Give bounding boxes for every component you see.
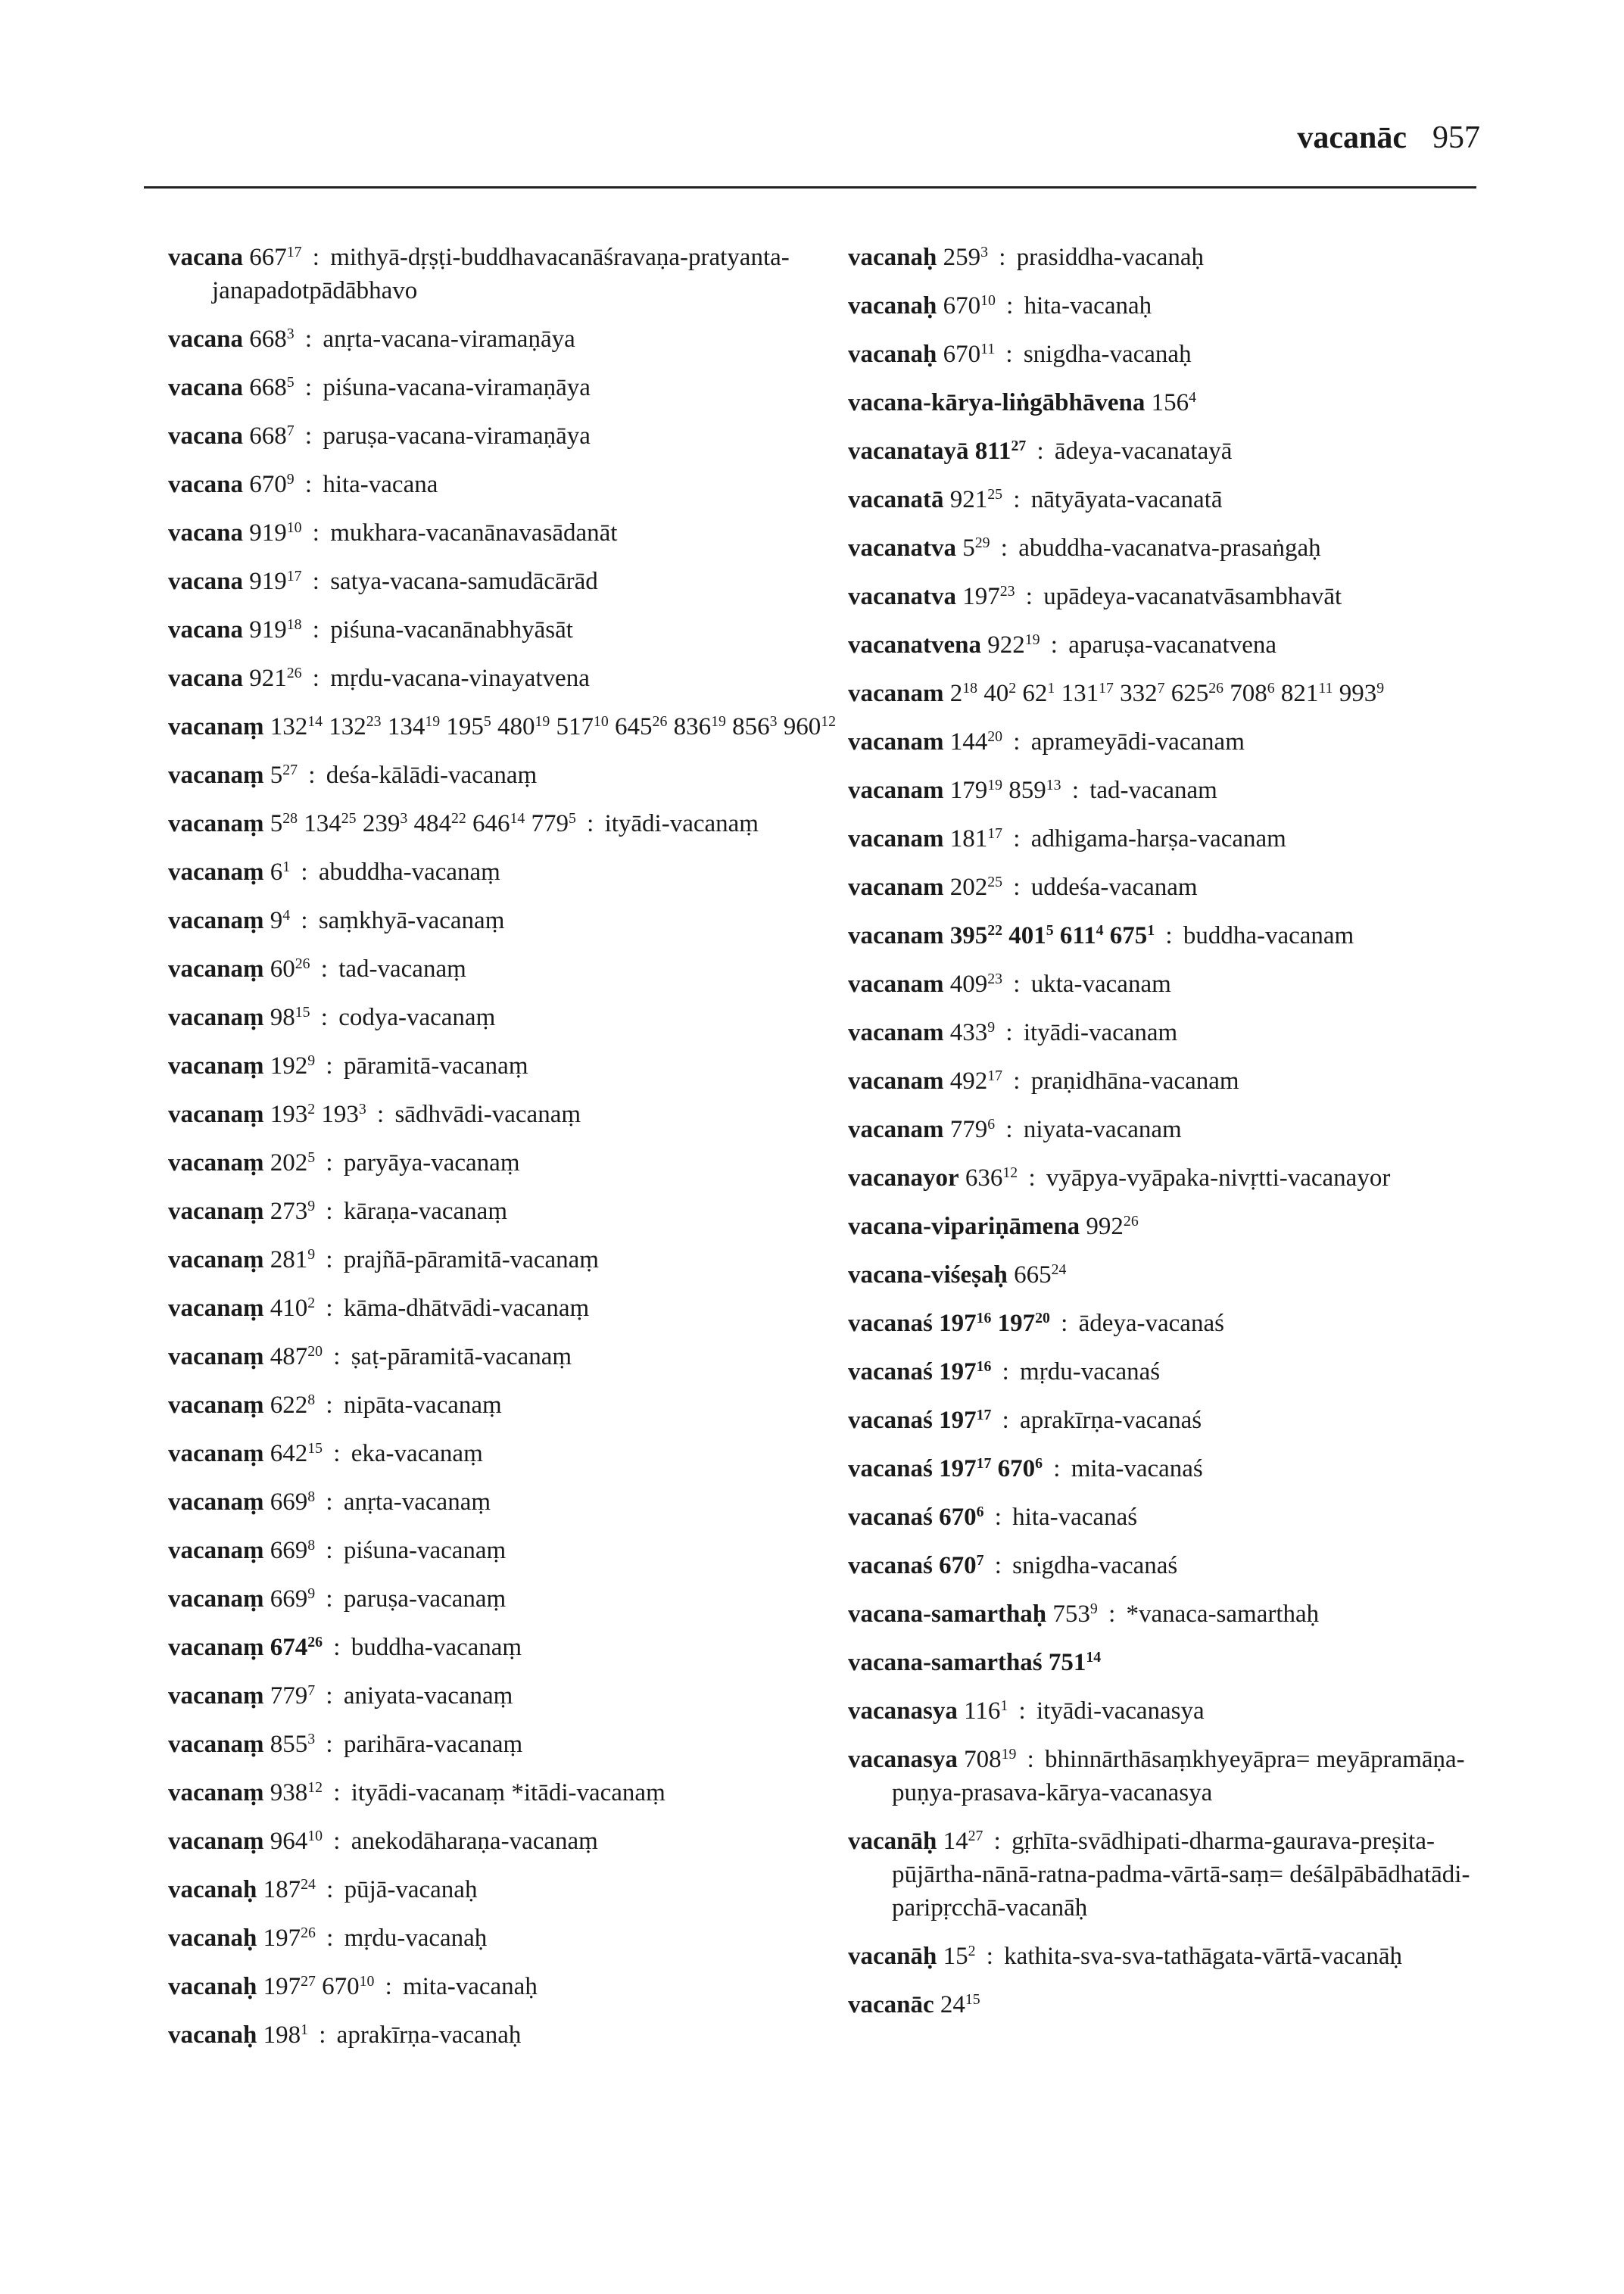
entry-lemma: vacana [168, 326, 243, 353]
entry-lemma: vacana [168, 374, 243, 401]
entry-gloss: aparuṣa-vacanatvena [1068, 631, 1277, 659]
entry-gloss: buddha-vacanaṃ [351, 1634, 522, 1661]
index-entry [848, 1258, 1499, 1292]
index-entry: vacanaṃ $487^{20}$ : ṣaṭ-pāramitā-vacanaṃ [168, 1343, 572, 1370]
entry-lemma: vacanatva [848, 583, 956, 610]
index-entry: vacanatayā $811^{27}$ : ādeya-vacanatayā [848, 438, 1233, 465]
entry-references: $938^{12}$ [270, 1779, 323, 1806]
entry-lemma: vacanayor [848, 1164, 959, 1192]
index-entry: vacanaṃ $281^9$ : prajñā-pāramitā-vacanaṃ [168, 1246, 599, 1273]
entry-gloss: paruṣa-vacanaṃ [343, 1585, 507, 1613]
index-entry: vacana-samarthaḥ $753^9$ : *vanaca-samarthaḥ [848, 1601, 1320, 1628]
entry-lemma: vacanaś [848, 1504, 933, 1531]
entry-references: $669^8$ [270, 1488, 316, 1516]
entry-references: $132^{14}$ $132^{23}$ $134^{19}$ $195^5$ $480^{19}$ $517^{10}$ $645^{26}$ $836^{19}$ $856^3$ $960^{12}$ [270, 713, 837, 740]
entry-lemma: vacanaś [848, 1310, 933, 1337]
entry-references: $15^2$ [943, 1943, 976, 1970]
entry-gloss: tad-vacanaṃ [338, 955, 466, 983]
entry-gloss: mita-vacanaś [1071, 1455, 1203, 1482]
entry-gloss: pūjā-vacanaḥ [344, 1876, 478, 1903]
entry-gloss: mṛdu-vacana-vinayatvena [330, 665, 590, 692]
entry-gloss: kāma-dhātvādi-vacanaṃ [343, 1295, 590, 1322]
entry-lemma: vacanatvena [848, 631, 981, 659]
index-entry: vacanatvena $922^{19}$ : aparuṣa-vacanatvena [848, 631, 1277, 659]
entry-gloss: ityādi-vacanasya [1036, 1697, 1205, 1725]
entry-references: $2^{18}$ $40^2$ $62^1$ $131^{17}$ $332^7$ $625^{26}$ $708^6$ $821^{11}$ $993^9$ [949, 680, 1385, 707]
entry-lemma: vacanaś [848, 1358, 933, 1385]
entry-gloss: *vanaca-samarthaḥ [1126, 1601, 1320, 1628]
entry-gloss: ādeya-vacanatayā [1054, 438, 1233, 465]
entry-gloss: snigdha-vacanaś [1012, 1552, 1178, 1579]
entry-lemma: vacanaṃ [168, 1052, 264, 1080]
entry-gloss: vyāpya-vyāpaka-nivṛtti-vacanayor [1046, 1164, 1391, 1192]
entry-references: $674^{26}$ [270, 1634, 323, 1661]
index-entry: vacanāḥ $15^2$ : kathita-sva-sva-tathāgata-vārtā-vacanāḥ [848, 1943, 1403, 1970]
entry-lemma: vacanaṃ [168, 1149, 264, 1177]
index-entry: vacanaṃ $6^1$ : abuddha-vacanaṃ [168, 859, 500, 886]
entry-lemma: vacanaḥ [848, 244, 937, 271]
entry-gloss: paryāya-vacanaṃ [343, 1149, 520, 1177]
entry-references: $273^9$ [270, 1198, 316, 1225]
entry-references: $197^{16}$ $197^{20}$ [939, 1310, 1050, 1337]
index-entry: vacanaṃ $964^{10}$ : anekodāharaṇa-vacanaṃ [168, 1828, 598, 1855]
entry-gloss: ṣaṭ-pāramitā-vacanaṃ [351, 1343, 572, 1370]
entry-gloss: kathita-sva-sva-tathāgata-vārtā-vacanāḥ [1004, 1943, 1403, 1970]
entry-gloss: tad-vacanam [1089, 777, 1217, 804]
entry-gloss: piśuna-vacana-viramaṇāya [323, 374, 591, 401]
entry-gloss: piśuna-vacanānabhyāsāt [330, 616, 573, 644]
entry-references: $992^{26}$ [1086, 1213, 1139, 1240]
entry-references: $670^{10}$ [943, 292, 996, 319]
entry-references: $410^2$ [270, 1295, 316, 1322]
entry-lemma: vacanasya [848, 1746, 958, 1773]
entry-lemma: vacanaṃ [168, 762, 264, 789]
index-entry: vacanaṃ $5^{27}$ : deśa-kālādi-vacanaṃ [168, 762, 538, 789]
entry-lemma: vacanaḥ [848, 292, 937, 319]
entry-lemma: vacanaṃ [168, 1440, 264, 1467]
entry-references: $668^7$ [249, 422, 295, 450]
entry-gloss: mithyā-dṛṣṭi-buddhavacanāśravaṇa-pratyanta-janapadotpādābhavo [212, 244, 790, 304]
index-entry [848, 1988, 1499, 2021]
entry-lemma: vacanatayā [848, 438, 969, 465]
entry-references: $669^8$ [270, 1537, 316, 1564]
entry-gloss: snigdha-vacanaḥ [1023, 341, 1192, 368]
entry-gloss: hita-vacanaḥ [1024, 292, 1152, 319]
entry-gloss: aprameyādi-vacanam [1030, 728, 1245, 756]
index-entry [848, 386, 1499, 419]
index-entry: vacanaṃ $669^8$ : piśuna-vacanaṃ [168, 1537, 507, 1564]
entry-lemma: vacana [168, 665, 243, 692]
entry-gloss: hita-vacanaś [1012, 1504, 1138, 1531]
index-entry: vacanaṃ $938^{12}$ : ityādi-vacanaṃ *itādi-vacanaṃ [168, 1779, 665, 1806]
entry-gloss: mukhara-vacanānavasādanāt [330, 519, 618, 547]
entry-lemma: vacanam [848, 922, 944, 949]
entry-references: $24^{15}$ [940, 1991, 980, 2018]
entry-lemma: vacanaḥ [168, 2021, 257, 2049]
index-entry: vacanatva $5^{29}$ : abuddha-vacanatva-prasaṅgaḥ [848, 535, 1321, 562]
entry-lemma: vacana [168, 244, 243, 271]
index-entry: vacanaṃ $202^5$ : paryāya-vacanaṃ [168, 1149, 520, 1177]
index-entry: vacanaḥ $259^3$ : prasiddha-vacanaḥ [848, 244, 1205, 271]
entry-gloss: nātyāyata-vacanatā [1030, 486, 1223, 513]
index-entry: vacanaṃ $60^{26}$ : tad-vacanaṃ [168, 955, 466, 983]
entry-references: $259^3$ [943, 244, 988, 271]
entry-lemma: vacanaś [848, 1552, 933, 1579]
index-entry: vacanam $179^{19}$ $859^{13}$ : tad-vacanam [848, 777, 1217, 804]
entry-gloss: niyata-vacanam [1023, 1116, 1182, 1143]
entry-lemma: vacanaṃ [168, 713, 264, 740]
entry-references: $753^9$ [1052, 1601, 1098, 1628]
entry-references: $202^{25}$ [949, 874, 1003, 901]
running-head [1297, 120, 1480, 156]
entry-gloss: bhinnārthāsaṃkhyeyāpra= meyāpramāṇa-puṇya-prasava-kārya-vacanasya [892, 1746, 1465, 1806]
entry-references: $197^{23}$ [962, 583, 1015, 610]
entry-references: $751^{14}$ [1048, 1649, 1102, 1676]
entry-lemma: vacanam [848, 680, 944, 707]
entry-references: $492^{17}$ [949, 1068, 1003, 1095]
entry-references: $779^6$ [949, 1116, 996, 1143]
index-entry: vacana $668^5$ : piśuna-vacana-viramaṇāya [168, 374, 591, 401]
entry-references: $921^{25}$ [949, 486, 1003, 513]
index-entry: vacanaṃ $669^8$ : anṛta-vacanaṃ [168, 1488, 491, 1516]
index-entry: vacanaḥ $197^{27}$ $670^{10}$ : mita-vacanaḥ [168, 1973, 538, 2000]
entry-gloss: aniyata-vacanaṃ [343, 1682, 513, 1710]
index-entry: vacanaś $197^{16}$ $197^{20}$ : ādeya-vacanaś [848, 1310, 1224, 1337]
entry-references: $670^6$ [939, 1504, 984, 1531]
entry-lemma: vacanaṃ [168, 1634, 264, 1661]
entry-gloss: piśuna-vacanaṃ [343, 1537, 507, 1564]
entry-references: $197^{26}$ [263, 1925, 316, 1952]
entry-references: $667^{17}$ [249, 244, 302, 271]
entry-gloss: nipāta-vacanaṃ [343, 1392, 502, 1419]
entry-gloss: eka-vacanaṃ [351, 1440, 483, 1467]
header-rule [144, 186, 1476, 189]
entry-gloss: praṇidhāna-vacanam [1030, 1068, 1239, 1095]
entry-gloss: anṛta-vacanaṃ [343, 1488, 491, 1516]
entry-gloss: anṛta-vacana-viramaṇāya [323, 326, 575, 353]
entry-references: $670^{11}$ [943, 341, 996, 368]
entry-lemma: vacana-vipariṇāmena [848, 1213, 1080, 1240]
entry-references: $197^{16}$ [939, 1358, 992, 1385]
entry-references: $197^{17}$ [939, 1407, 992, 1434]
index-entry [848, 1210, 1499, 1243]
entry-references: $811^{27}$ [974, 438, 1027, 465]
entry-references: $670^7$ [939, 1552, 984, 1579]
entry-gloss: ukta-vacanam [1030, 971, 1171, 998]
entry-references: $665^{24}$ [1014, 1261, 1067, 1289]
entry-references: $636^{12}$ [965, 1164, 1018, 1192]
entry-gloss: upādeya-vacanatvāsambhavāt [1043, 583, 1342, 610]
entry-lemma: vacana [168, 471, 243, 498]
index-entry: vacanaḥ $670^{11}$ : snigdha-vacanaḥ [848, 341, 1192, 368]
index-entry: vacanaś $197^{17}$ : aprakīrṇa-vacanaś [848, 1407, 1202, 1434]
entry-lemma: vacana [168, 616, 243, 644]
index-entry: vacanaṃ $779^7$ : aniyata-vacanaṃ [168, 1682, 513, 1710]
index-entry: vacanaṃ $273^9$ : kāraṇa-vacanaṃ [168, 1198, 507, 1225]
index-entry: vacana $921^{26}$ : mṛdu-vacana-vinayatvena [168, 665, 590, 692]
entry-lemma: vacanaṃ [168, 1101, 264, 1128]
entry-references: $202^5$ [270, 1149, 316, 1177]
entry-lemma: vacanaṃ [168, 955, 264, 983]
entry-gloss: parihāra-vacanaṃ [343, 1731, 523, 1758]
entry-lemma: vacanam [848, 728, 944, 756]
entry-gloss: abuddha-vacanaṃ [318, 859, 500, 886]
entry-references: $181^{17}$ [949, 825, 1003, 852]
index-entry: vacanaś $670^6$ : hita-vacanaś [848, 1504, 1138, 1531]
entry-lemma: vacanam [848, 874, 944, 901]
index-entry: vacana $919^{17}$ : satya-vacana-samudācārād [168, 568, 598, 595]
entry-gloss: aprakīrṇa-vacanaḥ [336, 2021, 522, 2049]
entry-lemma: vacanam [848, 825, 944, 852]
index-entry: vacanatva $197^{23}$ : upādeya-vacanatvāsambhavāt [848, 583, 1342, 610]
index-entry: vacanasya $116^1$ : ityādi-vacanasya [848, 1697, 1205, 1725]
index-entry: vacanaḥ $187^{24}$ : pūjā-vacanaḥ [168, 1876, 478, 1903]
entry-references: $5^{27}$ [270, 762, 298, 789]
entry-lemma: vacana [168, 519, 243, 547]
index-entry: vacanaṃ $5^{28}$ $134^{25}$ $239^3$ $484^{22}$ $646^{14}$ $779^5$ : ityādi-vacanaṃ [168, 810, 759, 837]
entry-gloss: ādeya-vacanaś [1078, 1310, 1224, 1337]
entry-references: $60^{26}$ [270, 955, 310, 983]
entry-lemma: vacanam [848, 1116, 944, 1143]
entry-lemma: vacana [168, 422, 243, 450]
page-number: 957 [1432, 120, 1480, 155]
entry-lemma: vacanam [848, 1019, 944, 1046]
running-head-word: vacanāc [1297, 120, 1407, 155]
entry-lemma: vacanaḥ [848, 341, 937, 368]
index-entry: vacanaḥ $198^1$ : aprakīrṇa-vacanaḥ [168, 2021, 522, 2049]
entry-references: $5^{29}$ [962, 535, 990, 562]
entry-references: $919^{10}$ [249, 519, 302, 547]
entry-references: $156^4$ [1151, 389, 1197, 416]
entry-lemma: vacanaś [848, 1455, 933, 1482]
entry-lemma: vacanaḥ [168, 1876, 257, 1903]
entry-lemma: vacanaṃ [168, 859, 264, 886]
index-entry: vacanaṃ $855^3$ : parihāra-vacanaṃ [168, 1731, 523, 1758]
entry-gloss: mita-vacanaḥ [403, 1973, 538, 2000]
entry-references: $964^{10}$ [270, 1828, 323, 1855]
entry-lemma: vacanaṃ [168, 1488, 264, 1516]
index-entry: vacanaṃ $674^{26}$ : buddha-vacanaṃ [168, 1634, 522, 1661]
entry-lemma: vacana-samarthaś [848, 1649, 1043, 1676]
index-entry: vacanayor $636^{12}$ : vyāpya-vyāpaka-nivṛtti-vacanayor [848, 1164, 1391, 1192]
entry-references: $281^9$ [270, 1246, 316, 1273]
index-entry: vacanaṃ $9^4$ : saṃkhyā-vacanaṃ [168, 907, 505, 934]
entry-lemma: vacana-samarthaḥ [848, 1601, 1047, 1628]
entry-references: $668^5$ [249, 374, 295, 401]
index-entry: vacanaś $197^{17}$ $670^6$ : mita-vacanaś [848, 1455, 1203, 1482]
entry-lemma: vacana [168, 568, 243, 595]
right-column [848, 241, 1499, 2037]
entry-gloss: pāramitā-vacanaṃ [343, 1052, 528, 1080]
index-entry: vacanaṃ $193^2$ $193^3$ : sādhvādi-vacanaṃ [168, 1101, 581, 1128]
entry-gloss: hita-vacana [323, 471, 438, 498]
entry-lemma: vacanaṃ [168, 1295, 264, 1322]
entry-lemma: vacanāc [848, 1991, 934, 2018]
index-entry [848, 677, 1499, 710]
entry-lemma: vacanaṃ [168, 1343, 264, 1370]
entry-gloss: abuddha-vacanatva-prasaṅgaḥ [1018, 535, 1321, 562]
index-entry: vacanaś $670^7$ : snigdha-vacanaś [848, 1552, 1178, 1579]
entry-lemma: vacanāḥ [848, 1828, 937, 1855]
entry-references: $197^{17}$ $670^6$ [939, 1455, 1043, 1482]
index-entry: vacanasya $708^{19}$ : bhinnārthāsaṃkhyeyāpra= meyāpramāṇa-puṇya-prasava-kārya-vacanasya [848, 1746, 1465, 1806]
entry-lemma: vacanaṃ [168, 1537, 264, 1564]
entry-references: $670^9$ [249, 471, 295, 498]
entry-lemma: vacanāḥ [848, 1943, 937, 1970]
entry-references: $669^9$ [270, 1585, 316, 1613]
index-entry: vacanam $433^9$ : ityādi-vacanam [848, 1019, 1178, 1046]
entry-references: $779^7$ [270, 1682, 316, 1710]
entry-gloss: ityādi-vacanaṃ *itādi-vacanaṃ [351, 1779, 665, 1806]
entry-references: $198^1$ [263, 2021, 308, 2049]
index-entry: vacanaḥ $670^{10}$ : hita-vacanaḥ [848, 292, 1152, 319]
entry-gloss: aprakīrṇa-vacanaś [1020, 1407, 1202, 1434]
entry-references: $116^1$ [964, 1697, 1008, 1725]
entry-lemma: vacanaṃ [168, 907, 264, 934]
index-entry: vacanam $395^{22}$ $401^5$ $611^4$ $675^1$ : buddha-vacanam [848, 922, 1354, 949]
index-entry: vacanaḥ $197^{26}$ : mṛdu-vacanaḥ [168, 1925, 488, 1952]
entry-lemma: vacanam [848, 971, 944, 998]
index-entry: vacana $919^{18}$ : piśuna-vacanānabhyāsāt [168, 616, 573, 644]
entry-lemma: vacanaṃ [168, 1682, 264, 1710]
entry-lemma: vacanaḥ [168, 1925, 257, 1952]
entry-lemma: vacanatva [848, 535, 956, 562]
entry-lemma: vacana-viśeṣaḥ [848, 1261, 1008, 1289]
index-entry: vacanaṃ $410^2$ : kāma-dhātvādi-vacanaṃ [168, 1295, 590, 1322]
entry-references: $919^{18}$ [249, 616, 302, 644]
entry-lemma: vacanaṃ [168, 1246, 264, 1273]
entry-lemma: vacanaṃ [168, 1731, 264, 1758]
entry-lemma: vacanaṃ [168, 810, 264, 837]
entry-gloss: adhigama-harṣa-vacanam [1030, 825, 1286, 852]
entry-references: $433^9$ [949, 1019, 996, 1046]
entry-lemma: vacanaṃ [168, 1585, 264, 1613]
entry-references: $708^{19}$ [964, 1746, 1017, 1773]
entry-references: $187^{24}$ [263, 1876, 316, 1903]
entry-gloss: anekodāharaṇa-vacanaṃ [351, 1828, 598, 1855]
entry-references: $922^{19}$ [987, 631, 1040, 659]
entry-references: $642^{15}$ [270, 1440, 323, 1467]
index-entry: vacanaś $197^{16}$ : mṛdu-vacanaś [848, 1358, 1161, 1385]
entry-references: $622^8$ [270, 1392, 316, 1419]
entry-references: $487^{20}$ [270, 1343, 323, 1370]
index-entry: vacanatā $921^{25}$ : nātyāyata-vacanatā [848, 486, 1223, 513]
index-entry: vacanam $779^6$ : niyata-vacanam [848, 1116, 1182, 1143]
index-entry [168, 710, 849, 743]
entry-references: $6^1$ [270, 859, 291, 886]
entry-lemma: vacanaṃ [168, 1198, 264, 1225]
index-entry: vacana $670^9$ : hita-vacana [168, 471, 438, 498]
entry-gloss: deśa-kālādi-vacanaṃ [326, 762, 538, 789]
entry-references: $5^{28}$ $134^{25}$ $239^3$ $484^{22}$ $646^{14}$ $779^5$ [270, 810, 576, 837]
entry-lemma: vacanaṃ [168, 1392, 264, 1419]
entry-gloss: kāraṇa-vacanaṃ [343, 1198, 507, 1225]
entry-gloss: mṛdu-vacanaḥ [344, 1925, 488, 1952]
index-entry [848, 1646, 1499, 1679]
entry-gloss: paruṣa-vacana-viramaṇāya [323, 422, 591, 450]
entry-references: $9^4$ [270, 907, 291, 934]
entry-lemma: vacanaś [848, 1407, 933, 1434]
index-entry: vacanam $492^{17}$ : praṇidhāna-vacanam [848, 1068, 1239, 1095]
entry-lemma: vacanaṃ [168, 1004, 264, 1031]
entry-lemma: vacanaḥ [168, 1973, 257, 2000]
entry-gloss: ityādi-vacanaṃ [604, 810, 759, 837]
entry-lemma: vacanam [848, 777, 944, 804]
left-column [168, 241, 849, 2067]
entry-references: $668^3$ [249, 326, 295, 353]
entry-references: $409^{23}$ [949, 971, 1003, 998]
entry-references: $98^{15}$ [270, 1004, 310, 1031]
entry-references: $197^{27}$ $670^{10}$ [263, 1973, 375, 2000]
index-entry: vacanaṃ $98^{15}$ : codya-vacanaṃ [168, 1004, 496, 1031]
index-entry: vacanam $181^{17}$ : adhigama-harṣa-vacanam [848, 825, 1286, 852]
index-entry: vacanam $409^{23}$ : ukta-vacanam [848, 971, 1171, 998]
entry-lemma: vacanatā [848, 486, 944, 513]
entry-references: $179^{19}$ $859^{13}$ [949, 777, 1061, 804]
entry-references: $193^2$ $193^3$ [270, 1101, 366, 1128]
index-entry: vacana $667^{17}$ : mithyā-dṛṣṭi-buddhavacanāśravaṇa-pratyanta-janapadotpādābhavo [168, 244, 790, 304]
entry-references: $921^{26}$ [249, 665, 302, 692]
entry-gloss: saṃkhyā-vacanaṃ [318, 907, 505, 934]
entry-references: $14^{27}$ [943, 1828, 983, 1855]
index-entry: vacana $668^7$ : paruṣa-vacana-viramaṇāya [168, 422, 591, 450]
entry-gloss: ityādi-vacanam [1023, 1019, 1178, 1046]
entry-lemma: vacanaṃ [168, 1779, 264, 1806]
entry-lemma: vacana-kārya-liṅgābhāvena [848, 389, 1146, 416]
index-entry: vacanam $202^{25}$ : uddeśa-vacanam [848, 874, 1198, 901]
index-entry: vacanaṃ $192^9$ : pāramitā-vacanaṃ [168, 1052, 528, 1080]
entry-gloss: buddha-vacanam [1183, 922, 1354, 949]
entry-references: $192^9$ [270, 1052, 316, 1080]
entry-gloss: sādhvādi-vacanaṃ [394, 1101, 581, 1128]
index-entry: vacanāḥ $14^{27}$ : gṛhīta-svādhipati-dharma-gaurava-preṣita-pūjārtha-nānā-ratna-padma-vārtā-saṃ= deśālpābādhatādi-paripṛcchā-vacanāḥ [848, 1828, 1470, 1922]
entry-references: $395^{22}$ $401^5$ $611^4$ $675^1$ [949, 922, 1155, 949]
index-entry: vacanaṃ $642^{15}$ : eka-vacanaṃ [168, 1440, 483, 1467]
entry-gloss: uddeśa-vacanam [1030, 874, 1198, 901]
index-entry: vacana $919^{10}$ : mukhara-vacanānavasādanāt [168, 519, 618, 547]
index-entry: vacanam $144^{20}$ : aprameyādi-vacanam [848, 728, 1245, 756]
entry-gloss: prasiddha-vacanaḥ [1016, 244, 1205, 271]
entry-lemma: vacanasya [848, 1697, 958, 1725]
index-entry: vacanaṃ $669^9$ : paruṣa-vacanaṃ [168, 1585, 507, 1613]
entry-gloss: codya-vacanaṃ [338, 1004, 496, 1031]
index-entry: vacana $668^3$ : anṛta-vacana-viramaṇāya [168, 326, 575, 353]
entry-references: $855^3$ [270, 1731, 316, 1758]
entry-references: $144^{20}$ [949, 728, 1003, 756]
index-entry: vacanaṃ $622^8$ : nipāta-vacanaṃ [168, 1392, 502, 1419]
entry-lemma: vacanam [848, 1068, 944, 1095]
entry-gloss: mṛdu-vacanaś [1020, 1358, 1161, 1385]
entry-references: $919^{17}$ [249, 568, 302, 595]
entry-gloss: prajñā-pāramitā-vacanaṃ [343, 1246, 599, 1273]
entry-lemma: vacanaṃ [168, 1828, 264, 1855]
entry-gloss: satya-vacana-samudācārād [330, 568, 598, 595]
entry-gloss: gṛhīta-svādhipati-dharma-gaurava-preṣita-pūjārtha-nānā-ratna-padma-vārtā-saṃ= deśālpābādhatādi-paripṛcchā-vacanāḥ [892, 1828, 1470, 1922]
